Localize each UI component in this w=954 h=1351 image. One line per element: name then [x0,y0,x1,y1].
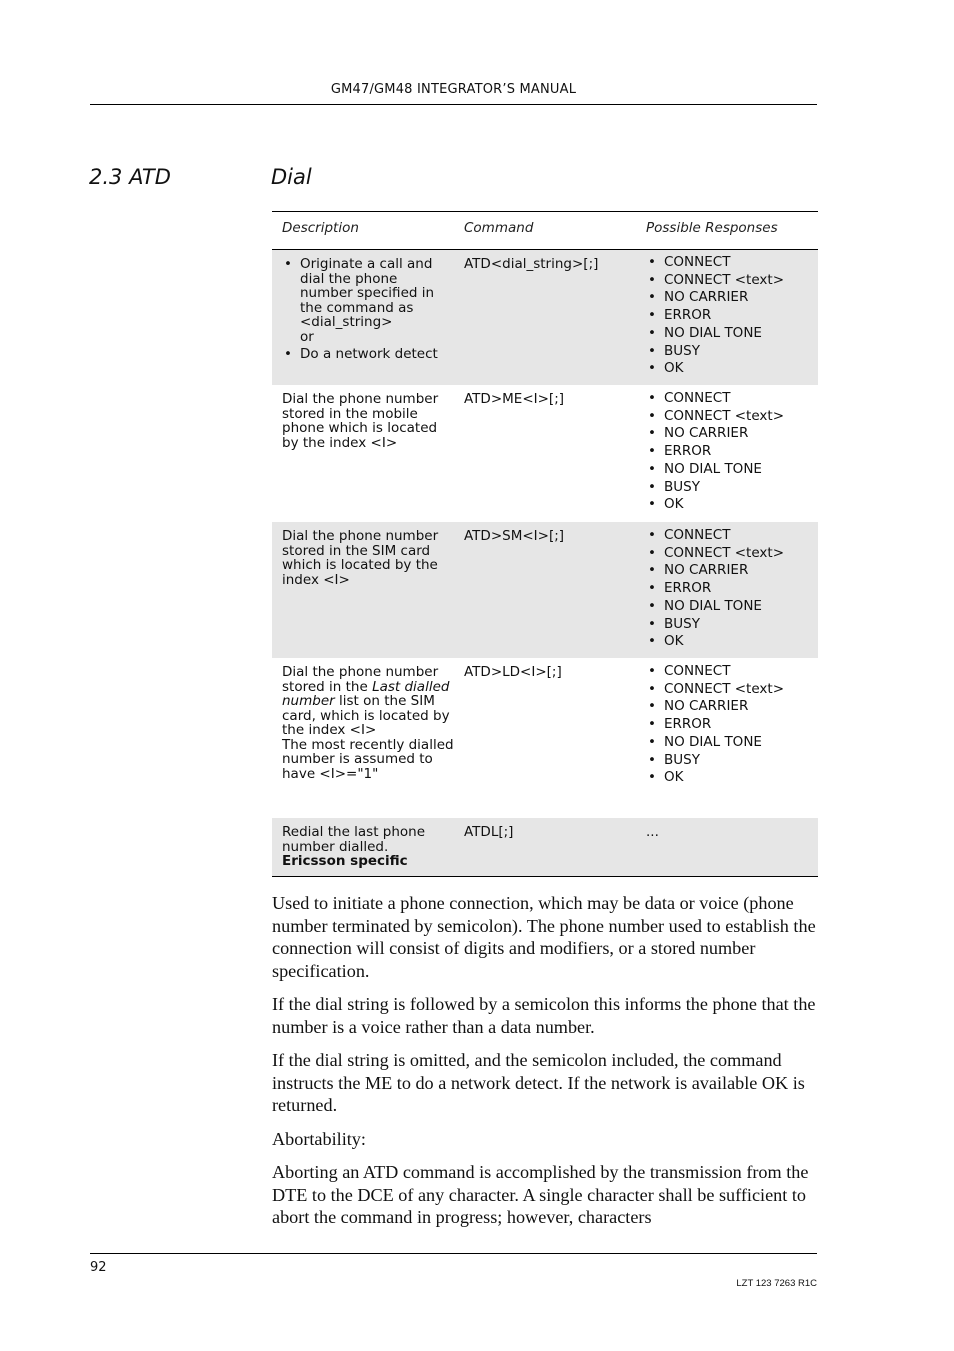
response-item: • CONNECT <text> [646,681,818,699]
footer-divider [90,1253,817,1254]
table-row [272,385,818,522]
page-number: 92 [90,1260,107,1275]
response-item: • CONNECT [646,527,818,545]
response-item: • NO CARRIER [646,698,818,716]
paragraph: Used to initiate a phone connection, which may be data or voice (phone number terminated by semicolon). The phone number used to establish the connection will consist of digits and modifiers, or a stored number specification. [272,893,816,981]
response-item: • ERROR [646,580,818,598]
description-note: The most recently dialled number is assumed to have <I>="1" [282,736,454,782]
response-item: • BUSY [646,479,818,497]
response-item: • NO DIAL TONE [646,325,818,343]
table-row [272,522,818,658]
paragraph: Abortability: [272,1128,366,1149]
response-item: • ERROR [646,716,818,734]
response-item: • OK [646,769,818,787]
row-description [272,818,454,876]
response-item: • BUSY [646,343,818,361]
response-item: • NO DIAL TONE [646,734,818,752]
response-item: • CONNECT <text> [646,545,818,563]
responses-list [646,527,818,651]
response-item: • OK [646,633,818,651]
description-italic: Last dialled number [282,678,450,709]
header-responses: Possible Responses [646,220,778,236]
row-command: ATD<dial_string>[;] [464,256,599,272]
response-item: • NO DIAL TONE [646,461,818,479]
header-divider [90,104,817,105]
response-item: • BUSY [646,752,818,770]
section-title: Dial [271,165,312,189]
response-item: • CONNECT <text> [646,408,818,426]
description-text: Redial the last phone number dialled. [282,824,426,855]
description-item: • Do a network detect [282,347,454,362]
row-command: ATD>LD<I>[;] [464,664,562,680]
paragraph: If the dial string is omitted, and the semicolon included, the command instructs the ME to do a network detect. If the network is available OK is returned. [272,1050,805,1115]
response-item: • BUSY [646,616,818,634]
row-command: ATDL[;] [464,824,514,840]
row-responses [636,250,818,385]
response-item: • CONNECT [646,663,818,681]
document-code: LZT 123 7263 R1C [736,1278,817,1289]
command-table [272,211,818,877]
response-item: • CONNECT [646,254,818,272]
paragraph: If the dial string is followed by a semicolon this informs the phone that the number is a voice rather than a data number. [272,994,816,1037]
response-item: • NO CARRIER [646,425,818,443]
description-text: list on the SIM card, which is located by the index <I> [282,693,450,738]
responses-list [646,663,818,787]
response-item: • OK [646,360,818,378]
response-item: • NO CARRIER [646,289,818,307]
table-row [272,250,818,385]
responses-list [646,254,818,378]
response-item: • ERROR [646,307,818,325]
response-item: • NO CARRIER [646,562,818,580]
section-number: 2.3 ATD [89,165,171,189]
table-row [272,818,818,876]
response-item: • CONNECT <text> [646,272,818,290]
paragraph: Aborting an ATD command is accomplished by the transmission from the DTE to the DCE of any character. A single character shall be sufficient to abort the command in progress; however, characters [272,1162,809,1227]
description-text: Dial the phone number stored in the [282,664,439,695]
header-command: Command [464,220,534,236]
description-item: • Originate a call and dial the phone number specified in the command as <dial_string> [282,257,454,330]
row-description [272,250,454,385]
manual-title: GM47/GM48 INTEGRATOR’S MANUAL [330,82,577,97]
row-responses: ... [646,824,659,840]
or-text: or [300,328,314,345]
body-text [272,892,818,1240]
table-row [272,658,818,818]
row-description: Dial the phone number stored in the mobile phone which is located by the index <I> [282,391,439,451]
row-responses [636,385,818,522]
response-item: • NO DIAL TONE [646,598,818,616]
row-responses [636,658,818,818]
responses-list [646,390,818,514]
description-list [282,257,454,330]
response-item: • OK [646,496,818,514]
row-description: Dial the phone number stored in the SIM card which is located by the index <I> [282,528,439,588]
row-responses [636,522,818,658]
response-item: • CONNECT [646,390,818,408]
response-item: • ERROR [646,443,818,461]
header-description: Description [282,220,359,236]
row-command: ATD>SM<I>[;] [464,528,565,544]
table-header-row [272,212,818,250]
ericsson-specific-label: Ericsson specific [282,853,408,869]
description-list [282,347,454,362]
row-description [272,658,454,818]
row-command: ATD>ME<I>[;] [464,391,565,407]
